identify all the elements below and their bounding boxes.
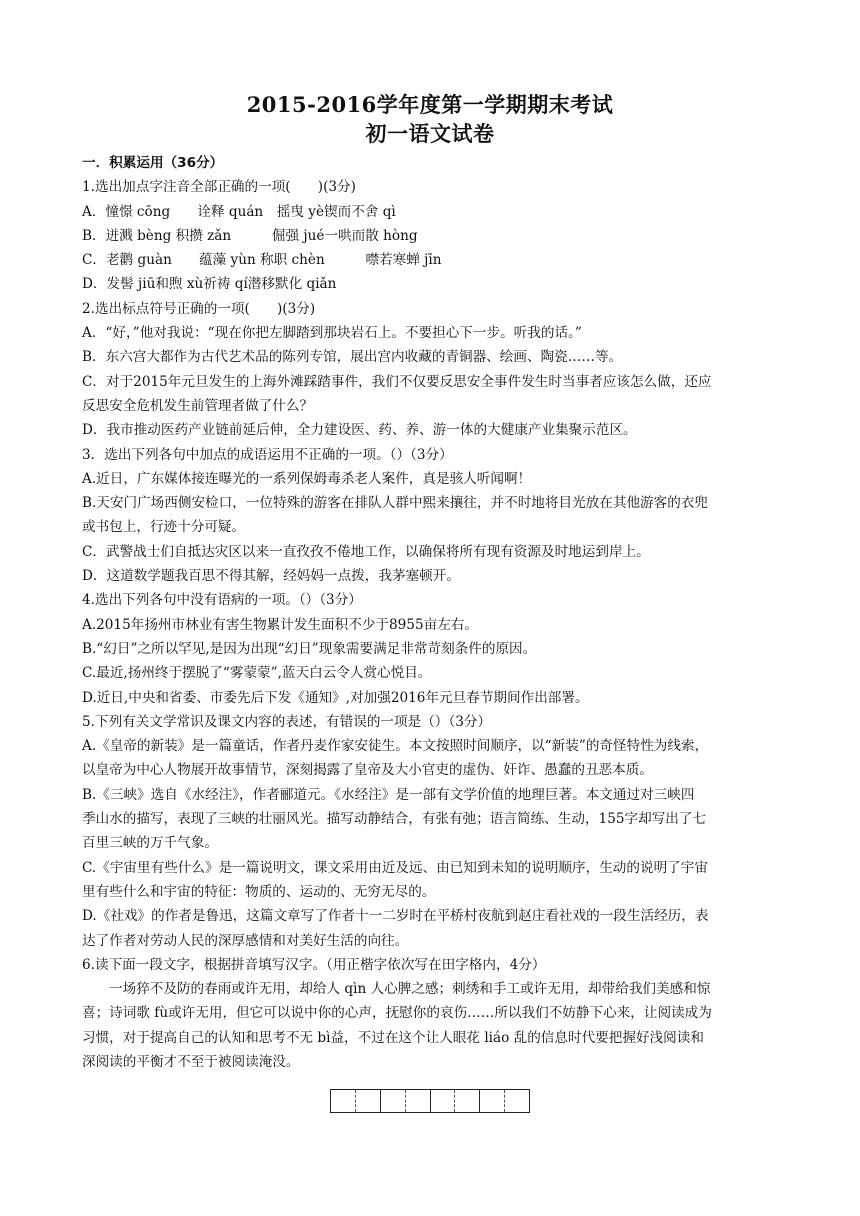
question-1-option-a: A．憧憬 cōng 诠释 quán 摇曳 yè锲而不舍 qì xyxy=(82,203,396,220)
question-1-stem: 1.选出加点字注音全部正确的一项( )(3分) xyxy=(82,179,356,196)
question-3-stem: 3．选出下列各句中加点的成语运用不正确的一项。（）（3分） xyxy=(82,446,453,463)
question-3-option-d: D．这道数学题我百思不得其解，经妈妈一点拨，我茅塞顿开。 xyxy=(82,568,460,585)
question-4-option-a: A.2015年扬州市林业有害生物累计发生面积不少于8955亩左右。 xyxy=(82,616,478,633)
grid-half-cell[interactable] xyxy=(505,1090,529,1112)
question-2-option-b: B．东六宫大都作为古代艺术品的陈列专馆，展出宫内收藏的青铜器、绘画、陶瓷……等。 xyxy=(82,349,623,366)
question-4-stem: 4.选出下列各句中没有语病的一项。（）（3分） xyxy=(82,592,362,609)
grid-half-cell[interactable] xyxy=(381,1090,406,1112)
question-5-option-d: D.《社戏》的作者是鲁迅，这篇文章写了作者十一二岁时在平桥村夜航到赵庄看社戏的一段生活经历，表 xyxy=(82,908,709,925)
grid-half-cell[interactable] xyxy=(480,1090,505,1112)
question-1-option-b: B．迸溅 bèng 积攒 zǎn 倔强 jué一哄而散 hòng xyxy=(82,227,418,244)
question-1-option-d: D．发髻 jiū和煦 xù祈祷 qí潜移默化 qiǎn xyxy=(82,276,337,293)
question-6-passage-cont3: 深阅读的平衡才不至于被阅读淹没。 xyxy=(82,1053,300,1070)
tianzige-answer-grid[interactable] xyxy=(330,1089,530,1113)
question-6-stem: 6.读下面一段文字，根据拼音填写汉字。（用正楷字依次写在田字格内，4分） xyxy=(82,956,546,973)
question-2-option-a: A．“好，”他对我说：“现在你把左脚踏到那块岩石上。不要担心下一步。听我的话。” xyxy=(82,325,582,342)
question-5-option-a-cont: 以皇帝为中心人物展开故事情节，深刻揭露了皇帝及大小官吏的虚伪、奸诈、愚蠢的丑恶本质。 xyxy=(82,762,653,779)
question-5-option-b: B.《三峡》选自《水经注》，作者郦道元。《水经注》是一部有文学价值的地理巨著。本文通过对三峡四 xyxy=(82,786,695,803)
question-3-option-c: C．武警战士们自抵达灾区以来一直孜孜不倦地工作，以确保将所有现有资源及时地运到岸上。 xyxy=(82,543,650,560)
question-4-option-c: C.最近,扬州终于摆脱了“雾蒙蒙”,蓝天白云令人赏心悦目。 xyxy=(82,665,432,682)
question-2-option-c: C．对于2015年元旦发生的上海外滩踩踏事件，我们不仅要反思安全事件发生时当事者应该怎么做，还应 xyxy=(82,373,712,390)
grid-half-cell[interactable] xyxy=(406,1090,431,1112)
question-3-option-a: A.近日，广东媒体接连曝光的一系列保姆毒杀老人案件，真是骇人听闻啊！ xyxy=(82,470,532,487)
exam-body xyxy=(82,151,782,1074)
question-5-option-c: C.《宇宙里有些什么》是一篇说明文，课文采用由近及远、由已知到未知的说明顺序，生动的说明了宇宙 xyxy=(82,859,708,876)
section-heading: 一．积累运用（36分） xyxy=(82,155,224,171)
question-3-option-b-cont: 或书包上，行迹十分可疑。 xyxy=(82,519,246,536)
question-6-passage-cont: 喜；诗词歌 fù或许无用，但它可以说中你的心声，抚慰你的哀伤……所以我们不妨静下心来，让阅读成为 xyxy=(82,1005,712,1022)
question-6-passage-cont2: 习惯，对于提高自己的认知和思考不无 bì益，不过在这个让人眼花 liáo 乱的信息时代要把握好浅阅读和 xyxy=(82,1029,704,1046)
grid-half-cell[interactable] xyxy=(431,1090,456,1112)
question-1-option-c: C．老鹳 guàn 蕴藻 yùn 称职 chèn 噤若寒蝉 jīn xyxy=(82,252,442,269)
question-4-option-b: B.“幻日”之所以罕见,是因为出现“幻日”现象需要满足非常苛刻条件的原因。 xyxy=(82,640,537,657)
question-5-option-b-cont2: 百里三峡的万千气象。 xyxy=(82,835,218,852)
question-4-option-d: D.近日,中央和省委、市委先后下发《通知》,对加强2016年元旦春节期间作出部署。 xyxy=(82,689,589,706)
question-6-passage: 一场猝不及防的春雨或许无用，却给人 qìn 人心脾之感；刺绣和手工或许无用，却带给我们美感和惊 xyxy=(109,981,711,998)
question-5-option-b-cont: 季山水的描写，表现了三峡的壮丽风光。描写动静结合，有张有弛；语言简练、生动，155字却写出了七 xyxy=(82,811,707,828)
question-2-stem: 2.选出标点符号正确的一项( )(3分) xyxy=(82,300,316,317)
question-2-option-c-cont: 反思安全危机发生前管理者做了什么？ xyxy=(82,397,314,414)
question-5-option-a: A.《皇帝的新装》是一篇童话，作者丹麦作家安徒生。本文按照时间顺序，以“新装”的奇怪特性为线索， xyxy=(82,738,709,755)
question-3-option-b: B.天安门广场西侧安检口，一位特殊的游客在排队人群中熙来攘往，并不时地将目光放在其他游客的衣兜 xyxy=(82,495,709,512)
exam-title: 2015-2016学年度第一学期期末考试 xyxy=(246,92,614,117)
grid-half-cell[interactable] xyxy=(356,1090,381,1112)
question-5-option-c-cont: 里有些什么和宇宙的特征：物质的、运动的、无穷无尽的。 xyxy=(82,883,436,900)
question-5-option-d-cont: 达了作者对劳动人民的深厚感情和对美好生活的向往。 xyxy=(82,932,409,949)
exam-subtitle: 初一语文试卷 xyxy=(365,121,495,146)
grid-half-cell[interactable] xyxy=(455,1090,480,1112)
question-2-option-d: D．我市推动医药产业链前延后伸，全力建设医、药、养、游一体的大健康产业集聚示范区。 xyxy=(82,422,637,439)
grid-half-cell[interactable] xyxy=(331,1090,356,1112)
question-5-stem: 5.下列有关文学常识及课文内容的表述，有错误的一项是（）（3分） xyxy=(82,713,492,730)
